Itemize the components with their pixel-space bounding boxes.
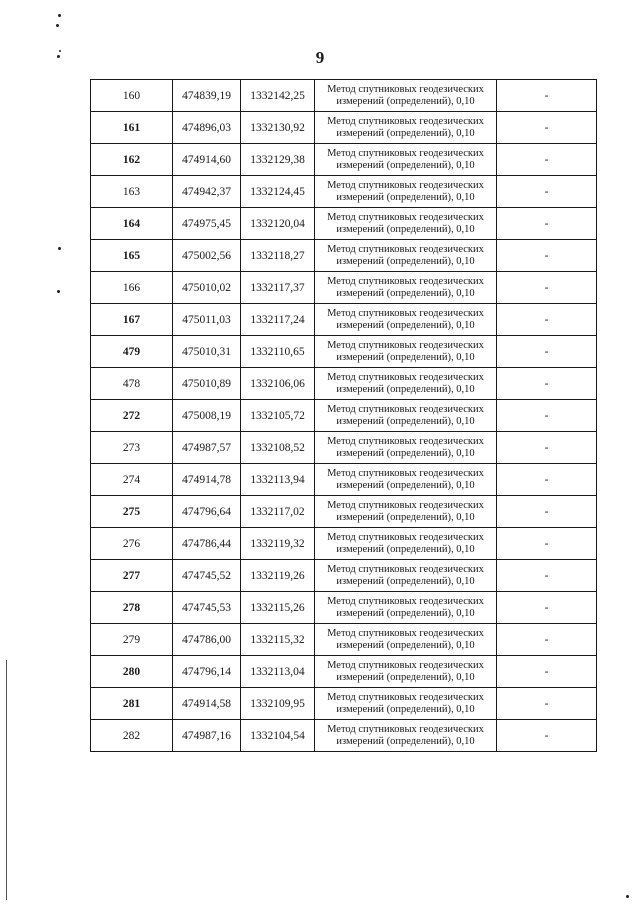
table-row [91,464,597,496]
point-number-cell: 273 [91,432,173,464]
method-line: измерений (определений), 0,10 [336,447,475,459]
point-number-cell: 162 [91,144,173,176]
method-cell [315,176,497,208]
method-line: Метод спутниковых геодезических [327,83,484,95]
table-row [91,432,597,464]
table-row [91,528,597,560]
description-cell: - [497,624,597,656]
x-coordinate-cell: 474786,44 [173,528,241,560]
method-cell [315,208,497,240]
method-cell [315,80,497,112]
description-cell: - [497,432,597,464]
point-number-cell: 163 [91,176,173,208]
y-coordinate-cell: 1332108,52 [241,432,315,464]
method-line: измерений (определений), 0,10 [336,383,475,395]
x-coordinate-cell: 474745,53 [173,592,241,624]
point-number-cell: 278 [91,592,173,624]
x-coordinate-cell: 474914,60 [173,144,241,176]
scan-speck [626,895,629,898]
point-number-cell: 167 [91,304,173,336]
method-cell [315,304,497,336]
description-cell: - [497,528,597,560]
method-line: Метод спутниковых геодезических [327,531,484,543]
table-row [91,624,597,656]
description-cell: - [497,560,597,592]
description-cell: - [497,656,597,688]
point-number-cell: 282 [91,720,173,752]
table-row [91,336,597,368]
method-line: измерений (определений), 0,10 [336,127,475,139]
point-number-cell: 272 [91,400,173,432]
description-cell: - [497,80,597,112]
method-line: Метод спутниковых геодезических [327,723,484,735]
y-coordinate-cell: 1332105,72 [241,400,315,432]
method-line: Метод спутниковых геодезических [327,371,484,383]
x-coordinate-cell: 474896,03 [173,112,241,144]
table-row [91,240,597,272]
method-cell [315,336,497,368]
y-coordinate-cell: 1332113,04 [241,656,315,688]
method-cell [315,464,497,496]
description-cell: - [497,272,597,304]
scan-speck [58,247,61,250]
point-number-cell: 276 [91,528,173,560]
x-coordinate-cell: 474942,37 [173,176,241,208]
method-line: измерений (определений), 0,10 [336,575,475,587]
x-coordinate-cell: 475010,89 [173,368,241,400]
y-coordinate-cell: 1332109,95 [241,688,315,720]
method-cell [315,688,497,720]
x-coordinate-cell: 474914,58 [173,688,241,720]
description-cell: - [497,144,597,176]
description-cell: - [497,496,597,528]
y-coordinate-cell: 1332115,26 [241,592,315,624]
table-row [91,208,597,240]
table-row [91,304,597,336]
x-coordinate-cell: 474987,57 [173,432,241,464]
method-line: Метод спутниковых геодезических [327,275,484,287]
method-line: измерений (определений), 0,10 [336,255,475,267]
table-row [91,112,597,144]
x-coordinate-cell: 474839,19 [173,80,241,112]
method-line: Метод спутниковых геодезических [327,243,484,255]
method-line: измерений (определений), 0,10 [336,95,475,107]
x-coordinate-cell: 474786,00 [173,624,241,656]
method-cell [315,496,497,528]
method-line: измерений (определений), 0,10 [336,543,475,555]
point-number-cell: 164 [91,208,173,240]
x-coordinate-cell: 474796,14 [173,656,241,688]
method-line: измерений (определений), 0,10 [336,287,475,299]
y-coordinate-cell: 1332119,32 [241,528,315,560]
y-coordinate-cell: 1332117,37 [241,272,315,304]
method-line: измерений (определений), 0,10 [336,223,475,235]
point-number-cell: 160 [91,80,173,112]
method-cell [315,720,497,752]
method-cell [315,272,497,304]
description-cell: - [497,400,597,432]
point-number-cell: 165 [91,240,173,272]
method-cell [315,656,497,688]
table-row [91,592,597,624]
method-cell [315,592,497,624]
x-coordinate-cell: 474745,52 [173,560,241,592]
point-number-cell: 275 [91,496,173,528]
method-line: Метод спутниковых геодезических [327,563,484,575]
point-number-cell: 274 [91,464,173,496]
method-cell [315,432,497,464]
method-line: измерений (определений), 0,10 [336,703,475,715]
y-coordinate-cell: 1332117,24 [241,304,315,336]
y-coordinate-cell: 1332124,45 [241,176,315,208]
y-coordinate-cell: 1332113,94 [241,464,315,496]
scan-speck [58,14,61,17]
table-row [91,656,597,688]
point-number-cell: 479 [91,336,173,368]
method-cell [315,624,497,656]
x-coordinate-cell: 474914,78 [173,464,241,496]
x-coordinate-cell: 475011,03 [173,304,241,336]
point-number-cell: 281 [91,688,173,720]
x-coordinate-cell: 475008,19 [173,400,241,432]
point-number-cell: 166 [91,272,173,304]
method-line: Метод спутниковых геодезических [327,115,484,127]
x-coordinate-cell: 475010,31 [173,336,241,368]
point-number-cell: 161 [91,112,173,144]
description-cell: - [497,304,597,336]
method-line: измерений (определений), 0,10 [336,191,475,203]
description-cell: - [497,368,597,400]
y-coordinate-cell: 1332104,54 [241,720,315,752]
y-coordinate-cell: 1332120,04 [241,208,315,240]
y-coordinate-cell: 1332106,06 [241,368,315,400]
table-row [91,688,597,720]
coordinates-table-body [91,80,597,752]
method-line: измерений (определений), 0,10 [336,607,475,619]
method-line: измерений (определений), 0,10 [336,415,475,427]
x-coordinate-cell: 474987,16 [173,720,241,752]
y-coordinate-cell: 1332110,65 [241,336,315,368]
method-cell [315,400,497,432]
scan-edge-line [6,660,7,900]
x-coordinate-cell: 475010,02 [173,272,241,304]
point-number-cell: 280 [91,656,173,688]
description-cell: - [497,720,597,752]
method-cell [315,144,497,176]
page-number: 9 [315,48,325,67]
scan-speck [59,50,61,52]
method-line: Метод спутниковых геодезических [327,147,484,159]
description-cell: - [497,688,597,720]
method-line: измерений (определений), 0,10 [336,511,475,523]
point-number-cell: 279 [91,624,173,656]
method-line: Метод спутниковых геодезических [327,467,484,479]
method-cell [315,528,497,560]
description-cell: - [497,592,597,624]
method-line: измерений (определений), 0,10 [336,479,475,491]
scan-speck [57,290,60,293]
y-coordinate-cell: 1332142,25 [241,80,315,112]
y-coordinate-cell: 1332130,92 [241,112,315,144]
scan-speck [57,55,60,58]
y-coordinate-cell: 1332118,27 [241,240,315,272]
method-line: Метод спутниковых геодезических [327,691,484,703]
table-row [91,80,597,112]
scan-speck [56,24,59,27]
description-cell: - [497,464,597,496]
method-line: измерений (определений), 0,10 [336,639,475,651]
method-line: Метод спутниковых геодезических [327,595,484,607]
method-line: измерений (определений), 0,10 [336,319,475,331]
y-coordinate-cell: 1332119,26 [241,560,315,592]
method-line: измерений (определений), 0,10 [336,671,475,683]
x-coordinate-cell: 474975,45 [173,208,241,240]
y-coordinate-cell: 1332115,32 [241,624,315,656]
method-line: Метод спутниковых геодезических [327,659,484,671]
method-line: измерений (определений), 0,10 [336,735,475,747]
coordinates-table [90,79,597,752]
y-coordinate-cell: 1332129,38 [241,144,315,176]
y-coordinate-cell: 1332117,02 [241,496,315,528]
x-coordinate-cell: 475002,56 [173,240,241,272]
point-number-cell: 277 [91,560,173,592]
table-row [91,176,597,208]
table-row [91,720,597,752]
method-line: Метод спутниковых геодезических [327,307,484,319]
description-cell: - [497,176,597,208]
description-cell: - [497,112,597,144]
description-cell: - [497,336,597,368]
method-line: Метод спутниковых геодезических [327,499,484,511]
method-line: Метод спутниковых геодезических [327,211,484,223]
method-line: измерений (определений), 0,10 [336,351,475,363]
method-cell [315,240,497,272]
point-number-cell: 478 [91,368,173,400]
description-cell: - [497,208,597,240]
method-cell [315,112,497,144]
table-row [91,144,597,176]
table-row [91,496,597,528]
table-row [91,400,597,432]
description-cell: - [497,240,597,272]
method-line: Метод спутниковых геодезических [327,403,484,415]
table-row [91,368,597,400]
method-line: Метод спутниковых геодезических [327,339,484,351]
method-line: измерений (определений), 0,10 [336,159,475,171]
method-line: Метод спутниковых геодезических [327,179,484,191]
x-coordinate-cell: 474796,64 [173,496,241,528]
table-row [91,560,597,592]
method-line: Метод спутниковых геодезических [327,435,484,447]
table-row [91,272,597,304]
method-line: Метод спутниковых геодезических [327,627,484,639]
method-cell [315,560,497,592]
method-cell [315,368,497,400]
